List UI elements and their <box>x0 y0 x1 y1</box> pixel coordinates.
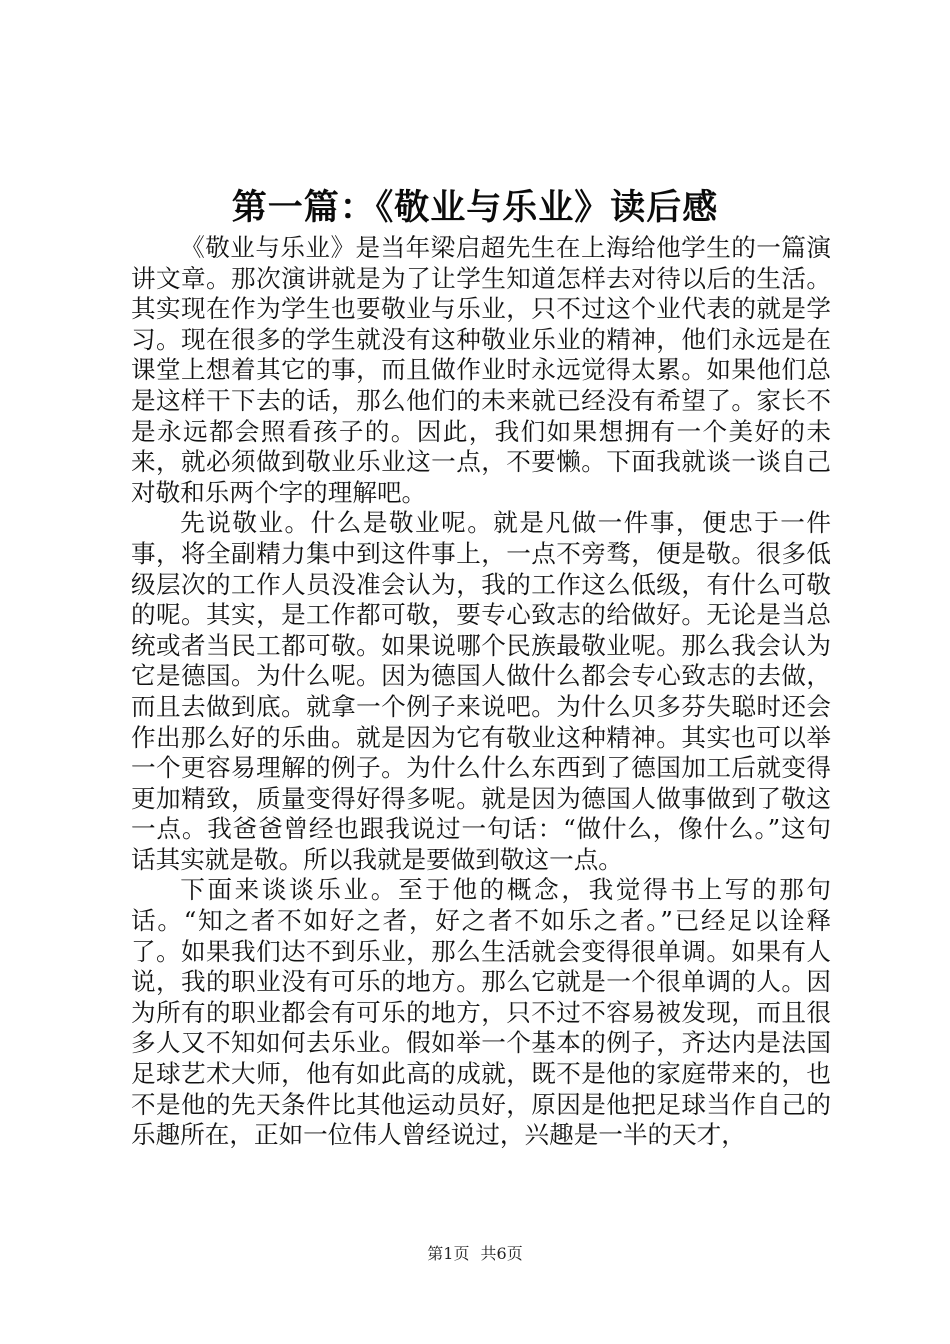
page-footer <box>0 1243 950 1265</box>
paragraph-3: 下面来谈谈乐业。至于他的概念，我觉得书上写的那句话。“知之者不如好之者，好之者不如乐之者。”已经足以诠释了。如果我们达不到乐业，那么生活就会变得很单调。如果有人说，我的职业没有可乐的地方。那么它就是一个很单调的人。因为所有的职业都会有可乐的地方，只不过不容易被发现，而且很多人又不知如何去乐业。假如举一个基本的例子，齐达内是法国足球艺术大师，他有如此高的成就，既不是他的家庭带来的，也不是他的先天条件比其他运动员好，原因是他把足球当作自己的乐趣所在，正如一位伟人曾经说过，兴趣是一半的天才， <box>131 875 831 1150</box>
paragraph-1: 《敬业与乐业》是当年梁启超先生在上海给他学生的一篇演讲文章。那次演讲就是为了让学生知道怎样去对待以后的生活。其实现在作为学生也要敬业与乐业，只不过这个业代表的就是学习。现在很多的学生就没有这种敬业乐业的精神，他们永远是在课堂上想着其它的事，而且做作业时永远觉得太累。如果他们总是这样干下去的话，那么他们的未来就已经没有希望了。家长不是永远都会照看孩子的。因此，我们如果想拥有一个美好的未来，就必须做到敬业乐业这一点，不要懒。下面我就谈一谈自己对敬和乐两个字的理解吧。 <box>131 233 831 507</box>
document-title: 第一篇：《敬业与乐业》读后感 <box>231 188 719 228</box>
page-number: 第1页 <box>427 1244 470 1263</box>
paragraph-2: 先说敬业。什么是敬业呢。就是凡做一件事，便忠于一件事，将全副精力集中到这件事上，一点不旁骛，便是敬。很多低级层次的工作人员没准会认为，我的工作这么低级，有什么可敬的呢。其实，是工作都可敬，要专心致志的给做好。无论是当总统或者当民工都可敬。如果说哪个民族最敬业呢。那么我会认为它是德国。为什么呢。因为德国人做什么都会专心致志的去做，而且去做到底。就拿一个例子来说吧。为什么贝多芬失聪时还会作出那么好的乐曲。就是因为它有敬业这种精神。其实也可以举一个更容易理解的例子。为什么什么东西到了德国加工后就变得更加精致，质量变得好得多呢。就是因为德国人做事做到了敬这一点。我爸爸曾经也跟我说过一句话：“做什么，像什么。”这句话其实就是敬。所以我就是要做到敬这一点。 <box>131 508 831 874</box>
document-body <box>131 233 831 1151</box>
page-total: 共6页 <box>480 1244 523 1263</box>
